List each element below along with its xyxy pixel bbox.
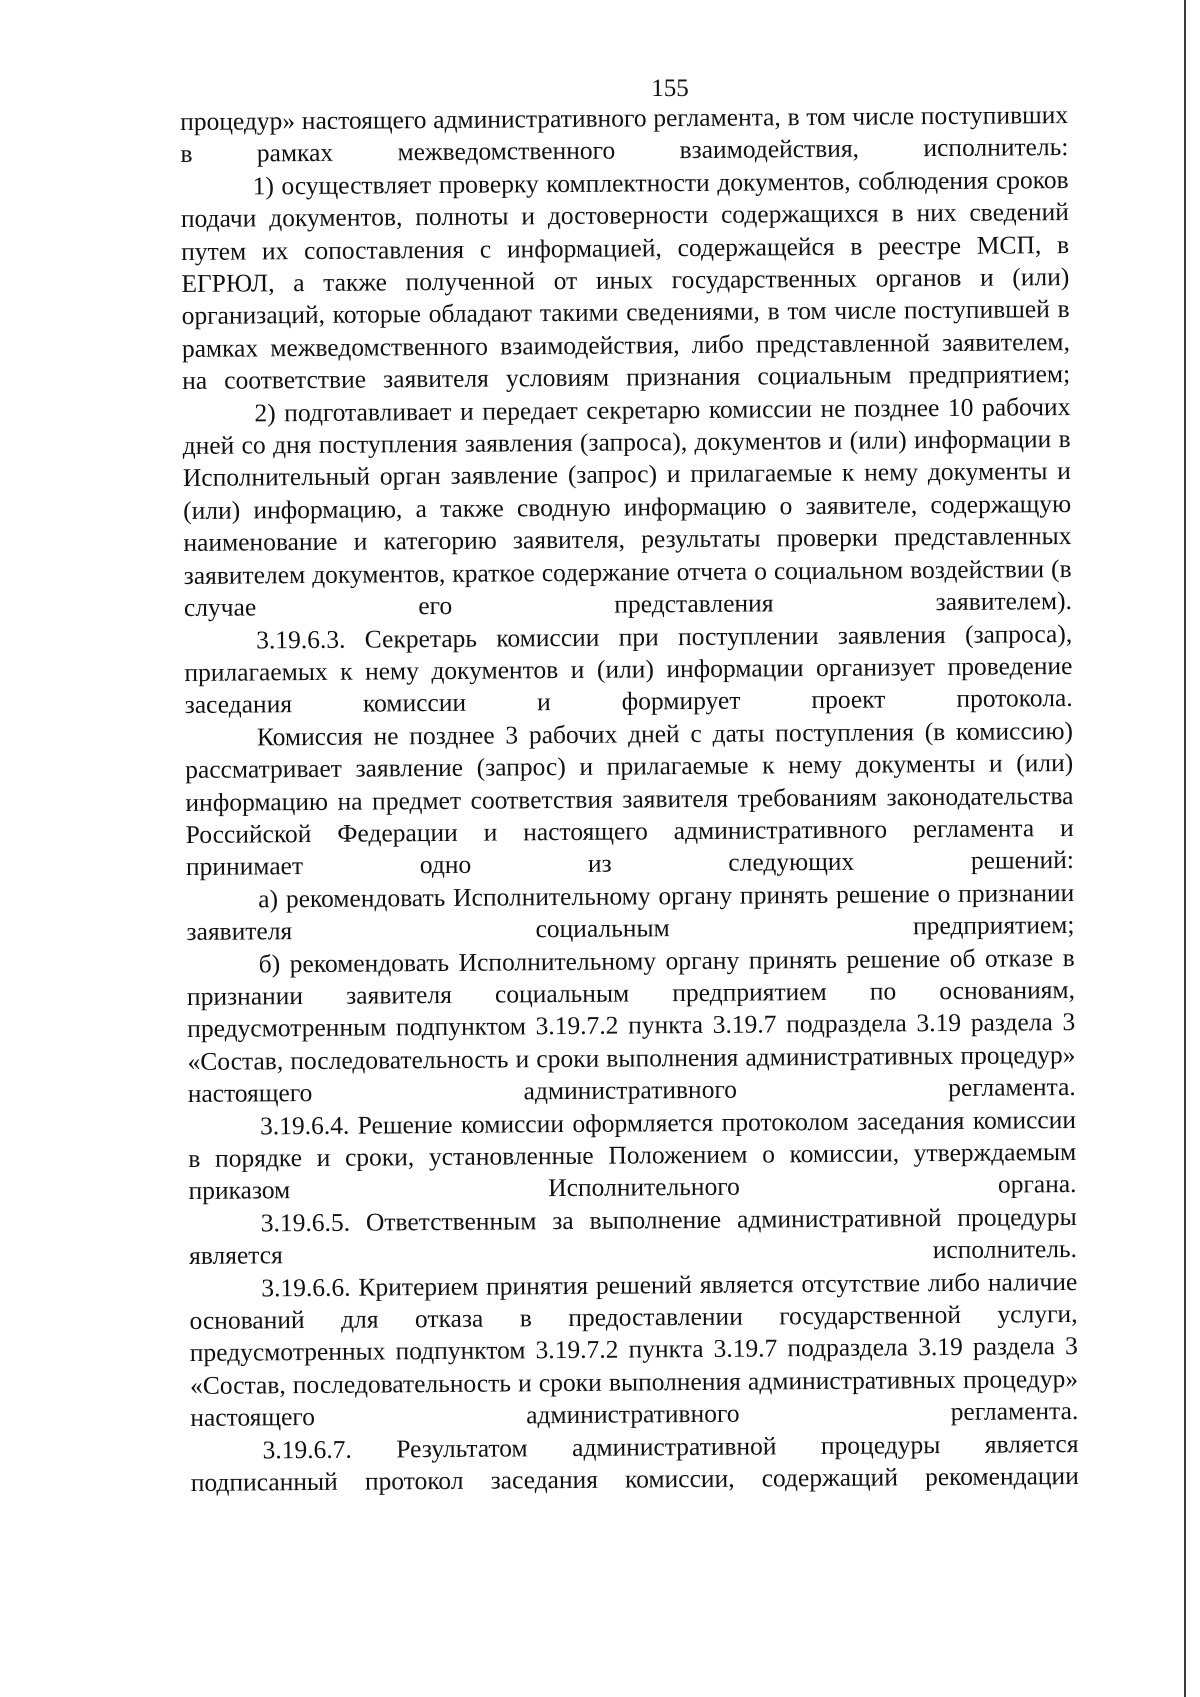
paragraph-3-19-6-7: 3.19.6.7. Результатом административной процедуры является подписанный протокол заседания комиссии, содержащий рекомендации [190, 1428, 1079, 1498]
scan-edge-line [1184, 0, 1186, 1697]
paragraph-3-19-6-5: 3.19.6.5. Ответственным за выполнение административной процедуры является исполнитель. [188, 1201, 1078, 1271]
paragraph-option-b: б) рекомендовать Исполнительному органу принять решение об отказе в признании заявителя социальным предприятием по основаниям, предусмотренным подпунктом 3.19.7.2 пункта 3.19.7 подраздела 3.19 раздела 3 «Состав, последовательность и сроки выполнения административных процедур» настоящего административного регламента. [186, 942, 1076, 1109]
paragraph-commission: Комиссия не позднее 3 рабочих дней с даты поступления (в комиссию) рассматривает заявление (запрос) и прилагаемые к нему документы и (или) информацию на предмет соответствия заявителя требованиям законодательства Российской Федерации и настоящего административного регламента и принимает одно из следующих решений: [185, 715, 1075, 882]
paragraph-3-19-6-3: 3.19.6.3. Секретарь комиссии при поступлении заявления (запроса), прилагаемых к нему документов и (или) информации организует проведение заседания комиссии и формирует проект протокола. [184, 618, 1073, 720]
paragraph-3-19-6-4: 3.19.6.4. Решение комиссии оформляется протоколом заседания комиссии в порядке и сроки, установленные Положением о комиссии, утверждаемым приказом Исполнительного органа. [188, 1104, 1077, 1206]
paragraph-item-1: 1) осуществляет проверку комплектности документов, соблюдения сроков подачи документов, полноты и достоверности содержащихся в них сведений путем их сопоставления с информацией, содержащейся в реестре МСП, в ЕГРЮЛ, а также полученной от иных государственных органов и (или) организаций, которые обладают такими сведениями, в том числе поступившей в рамках межведомственного взаимодействия, либо представленной заявителем, на соответствие заявителя условиям признания социальным предприятием; [180, 164, 1071, 396]
paragraph-3-19-6-6: 3.19.6.6. Критерием принятия решений является отсутствие либо наличие оснований для отказа в предоставлении государственной услуги, предусмотренных подпунктом 3.19.7.2 пункта 3.19.7 подраздела 3.19 раздела 3 «Состав, последовательность и сроки выполнения административных процедур» настоящего административного регламента. [189, 1266, 1079, 1433]
paragraph-continuation: процедур» настоящего административного регламента, в том числе поступивших в рамках межведомственного взаимодействия, исполнитель: [180, 100, 1069, 169]
paragraph-item-2: 2) подготавливает и передает секретарю комиссии не позднее 10 рабочих дней со дня поступления заявления (запроса), документов и (или) информации в Исполнительный орган заявление (запрос) и прилагаемые к нему документы и (или) информацию, а также сводную информацию о заявителе, содержащую наименование и категорию заявителя, результаты проверки представленных заявителем документов, краткое содержание отчета о социальном воздействии (в случае его представления заявителем). [182, 391, 1073, 623]
document-body [180, 99, 1079, 1499]
paragraph-option-a: а) рекомендовать Исполнительному органу принять решение о признании заявителя социальным предприятием; [186, 877, 1075, 947]
page-number: 155 [651, 75, 689, 102]
